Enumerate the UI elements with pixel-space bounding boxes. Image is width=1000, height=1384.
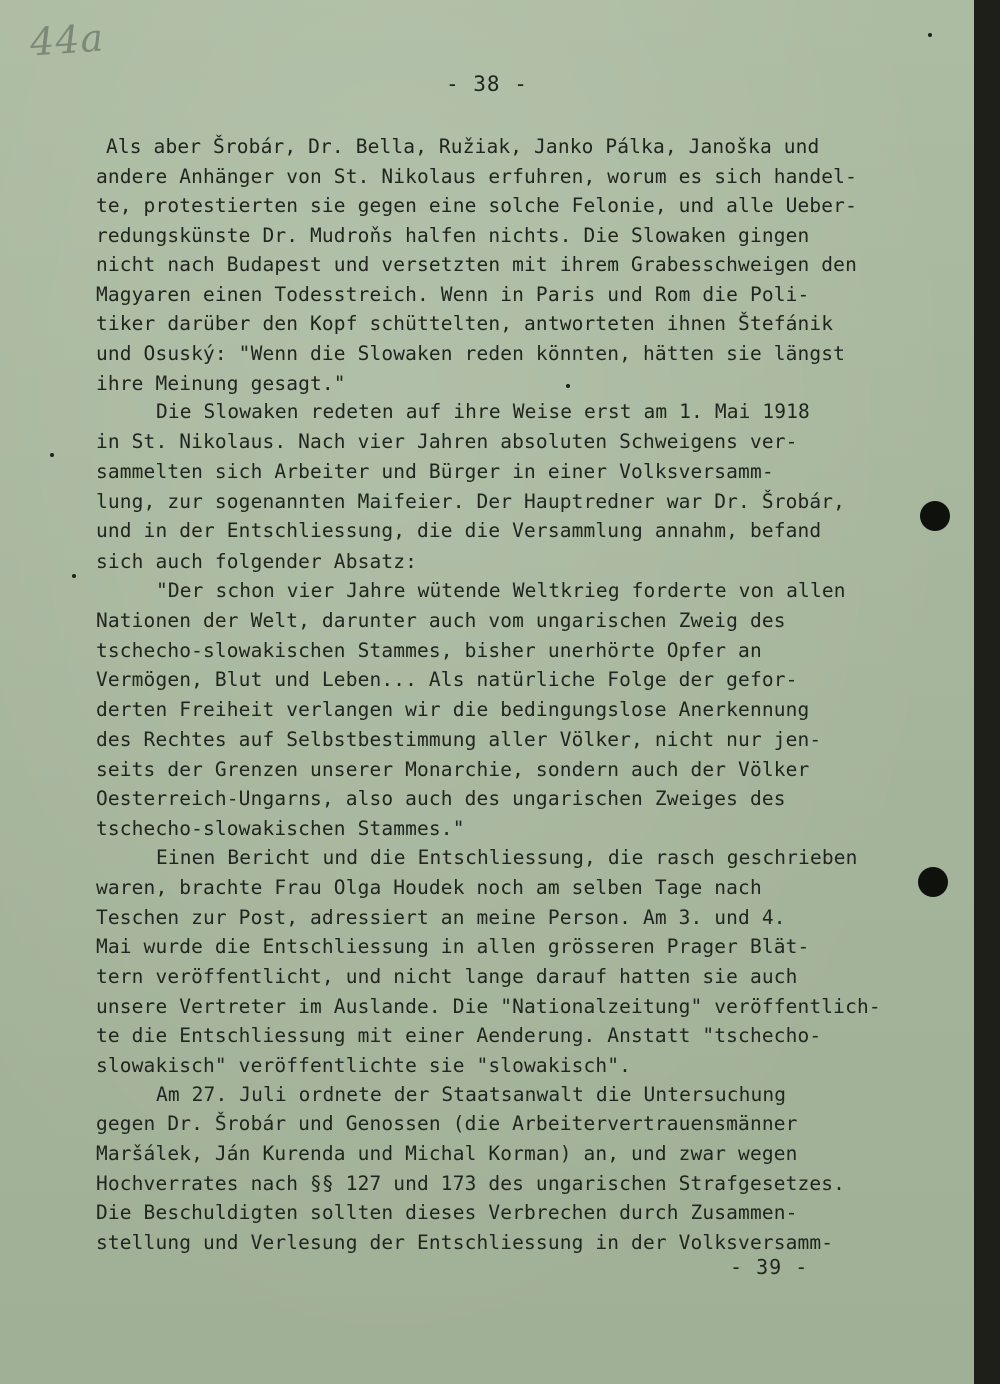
- text-line: "Der schon vier Jahre wütende Weltkrieg forderte von allen: [156, 579, 846, 602]
- dust-speck: [50, 453, 54, 457]
- text-line: waren, brachte Frau Olga Houdek noch am selben Tage nach: [96, 876, 762, 899]
- punch-hole-upper: [920, 501, 950, 531]
- text-line: tschecho-slowakischen Stammes.": [96, 817, 465, 840]
- text-line: Nationen der Welt, darunter auch vom ungarischen Zweig des: [96, 609, 786, 632]
- text-line: te, protestierten sie gegen eine solche Felonie, und alle Ueber-: [96, 194, 857, 217]
- text-line: stellung und Verlesung der Entschliessung in der Volksversamm-: [96, 1231, 834, 1254]
- text-line: redungskünste Dr. Mudroňs halfen nichts. Die Slowaken gingen: [96, 224, 810, 247]
- text-line: Oesterreich-Ungarns, also auch des ungarischen Zweiges des: [96, 787, 786, 810]
- text-line: seits der Grenzen unserer Monarchie, sondern auch der Völker: [96, 758, 810, 781]
- text-line: Maršálek, Ján Kurenda und Michal Korman) an, und zwar wegen: [96, 1142, 798, 1165]
- text-line: Magyaren einen Todesstreich. Wenn in Paris und Rom die Poli-: [96, 283, 810, 306]
- punch-hole-lower: [918, 867, 948, 897]
- text-line: derten Freiheit verlangen wir die bedingungslose Anerkennung: [96, 698, 810, 721]
- text-line: lung, zur sogenannten Maifeier. Der Hauptredner war Dr. Šrobár,: [96, 490, 846, 513]
- dust-speck: [566, 384, 570, 388]
- text-line: andere Anhänger von St. Nikolaus erfuhren, worum es sich handel-: [96, 165, 857, 188]
- text-line: tschecho-slowakischen Stammes, bisher unerhörte Opfer an: [96, 639, 762, 662]
- scan-border: [974, 0, 1000, 1384]
- text-line: Teschen zur Post, adressiert an meine Person. Am 3. und 4.: [96, 906, 786, 929]
- text-line: sich auch folgender Absatz:: [96, 550, 418, 573]
- text-line: Die Beschuldigten sollten dieses Verbrechen durch Zusammen-: [96, 1201, 798, 1224]
- text-line: Vermögen, Blut und Leben... Als natürliche Folge der gefor-: [96, 668, 798, 691]
- text-line: und in der Entschliessung, die die Versammlung annahm, befand: [96, 519, 822, 542]
- next-page-marker: - 39 -: [730, 1255, 809, 1279]
- text-line: ihre Meinung gesagt.": [96, 372, 346, 395]
- text-line: unsere Vertreter im Auslande. Die "Nationalzeitung" veröffentlich-: [96, 995, 881, 1018]
- text-line: tiker darüber den Kopf schüttelten, antworteten ihnen Štefánik: [96, 312, 834, 335]
- text-line: Hochverrates nach §§ 127 und 173 des ungarischen Strafgesetzes.: [96, 1172, 846, 1195]
- text-line: te die Entschliessung mit einer Aenderung. Anstatt "tschecho-: [96, 1024, 822, 1047]
- text-line: und Osuský: "Wenn die Slowaken reden könnten, hätten sie längst: [96, 342, 846, 365]
- text-line: des Rechtes auf Selbstbestimmung aller Völker, nicht nur jen-: [96, 728, 822, 751]
- text-line: Am 27. Juli ordnete der Staatsanwalt die Untersuchung: [156, 1083, 787, 1106]
- text-line: in St. Nikolaus. Nach vier Jahren absoluten Schweigens ver-: [96, 430, 798, 453]
- text-line: Mai wurde die Entschliessung in allen grösseren Prager Blät-: [96, 935, 810, 958]
- text-line: tern veröffentlicht, und nicht lange darauf hatten sie auch: [96, 965, 798, 988]
- page-number: - 38 -: [446, 72, 528, 96]
- dust-speck: [928, 33, 932, 37]
- dust-speck: [72, 574, 76, 578]
- text-line: Als aber Šrobár, Dr. Bella, Ružiak, Janko Pálka, Janoška und: [106, 135, 820, 158]
- text-line: nicht nach Budapest und versetzten mit ihrem Grabesschweigen den: [96, 253, 857, 276]
- text-line: Einen Bericht und die Entschliessung, die rasch geschrieben: [156, 846, 858, 869]
- text-line: gegen Dr. Šrobár und Genossen (die Arbeitervertrauensmänner: [96, 1112, 798, 1135]
- text-line: slowakisch" veröffentlichte sie "slowakisch".: [96, 1054, 632, 1077]
- text-line: sammelten sich Arbeiter und Bürger in einer Volksversamm-: [96, 460, 774, 483]
- text-line: Die Slowaken redeten auf ihre Weise erst am 1. Mai 1918: [156, 400, 810, 423]
- archive-folio-mark: 44a: [28, 15, 106, 65]
